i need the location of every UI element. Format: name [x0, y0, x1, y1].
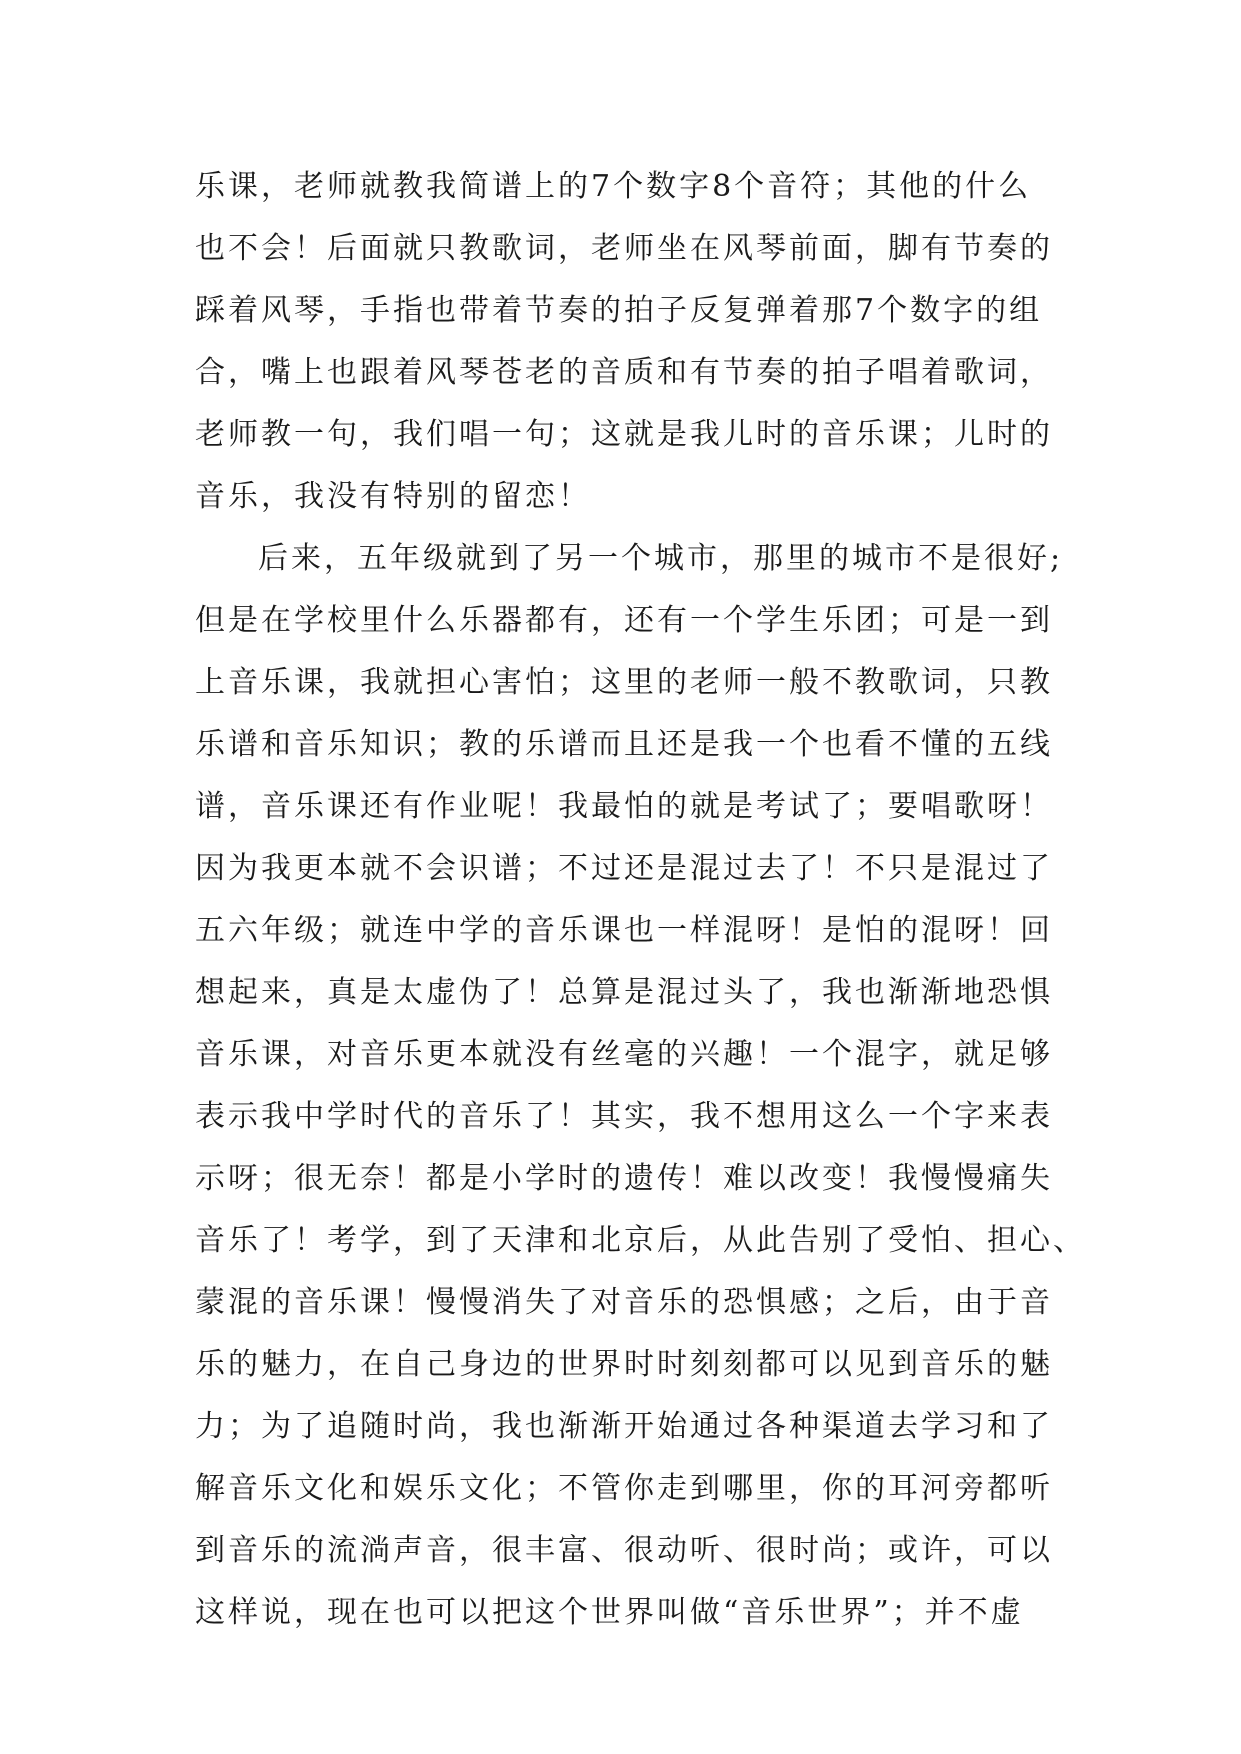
text-line: 力；为了追随时尚，我也渐渐开始通过各种渠道去学习和了	[195, 1409, 1053, 1444]
text-line: 音乐了！考学，到了天津和北京后，从此告别了受怕、担心、	[195, 1223, 1086, 1258]
text-line: 踩着风琴，手指也带着节奏的拍子反复弹着那7个数字的组	[195, 293, 1043, 328]
text-line: 这样说，现在也可以把这个世界叫做“音乐世界”；并不虚	[195, 1595, 1024, 1630]
text-line: 乐课，老师就教我简谱上的7个数字8个音符；其他的什么	[195, 169, 1032, 204]
text-line: 到音乐的流淌声音，很丰富、很动听、很时尚；或许，可以	[195, 1533, 1053, 1568]
text-line: 老师教一句，我们唱一句；这就是我儿时的音乐课；儿时的	[195, 417, 1053, 452]
text-line: 表示我中学时代的音乐了！其实，我不想用这么一个字来表	[195, 1099, 1053, 1134]
text-line: 上音乐课，我就担心害怕；这里的老师一般不教歌词，只教	[195, 665, 1053, 700]
text-line: 想起来，真是太虚伪了！总算是混过头了，我也渐渐地恐惧	[195, 975, 1053, 1010]
text-line: 谱，音乐课还有作业呢！我最怕的就是考试了；要唱歌呀！	[195, 789, 1053, 824]
text-line: 乐的魅力，在自己身边的世界时时刻刻都可以见到音乐的魅	[195, 1347, 1053, 1382]
text-line: 五六年级；就连中学的音乐课也一样混呀！是怕的混呀！回	[195, 913, 1053, 948]
body-text	[195, 156, 1086, 1644]
text-line: 解音乐文化和娱乐文化；不管你走到哪里，你的耳河旁都听	[195, 1471, 1053, 1506]
text-line: 音乐课，对音乐更本就没有丝毫的兴趣！一个混字，就足够	[195, 1037, 1053, 1072]
text-line: 合，嘴上也跟着风琴苍老的音质和有节奏的拍子唱着歌词，	[195, 355, 1053, 390]
text-line: 蒙混的音乐课！慢慢消失了对音乐的恐惧感；之后，由于音	[195, 1285, 1053, 1320]
text-line: 音乐，我没有特别的留恋！	[195, 479, 591, 514]
text-line: 示呀；很无奈！都是小学时的遗传！难以改变！我慢慢痛失	[195, 1161, 1053, 1196]
text-line: 因为我更本就不会识谱；不过还是混过去了！不只是混过了	[195, 851, 1053, 886]
text-line: 但是在学校里什么乐器都有，还有一个学生乐团；可是一到	[195, 603, 1053, 638]
text-line: 也不会！后面就只教歌词，老师坐在风琴前面，脚有节奏的	[195, 231, 1053, 266]
text-line: 乐谱和音乐知识；教的乐谱而且还是我一个也看不懂的五线	[195, 727, 1053, 762]
paragraph-start-line: 后来，五年级就到了另一个城市，那里的城市不是很好;	[258, 541, 1064, 576]
